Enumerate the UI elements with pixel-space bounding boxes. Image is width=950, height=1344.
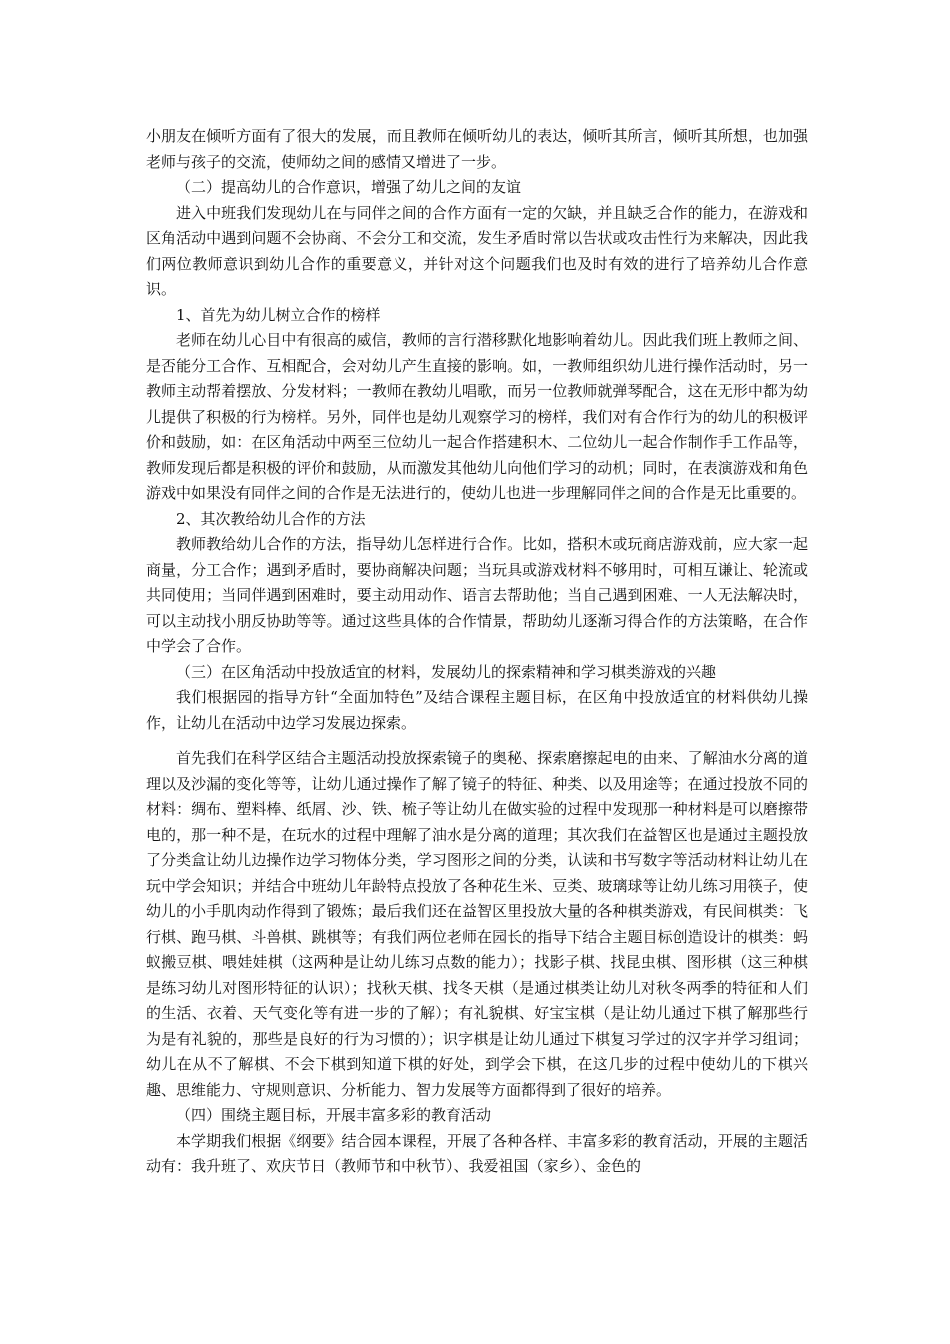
- section-heading: （二）提高幼儿的合作意识，增强了幼儿之间的友谊: [176, 178, 522, 196]
- paragraph-gap: [146, 736, 808, 746]
- body-paragraph: 我们根据园的指导方针“全面加特色”及结合课程主题目标，在区角中投放适宜的材料供幼儿操作，让幼儿在活动中边学习发展边探索。: [146, 688, 808, 732]
- section-heading: 1、首先为幼儿树立合作的榜样: [176, 305, 381, 324]
- body-paragraph: 本学期我们根据《纲要》结合园本课程，开展了各种各样、丰富多彩的教育活动，开展的主题活动有：我升班了、欢庆节日（教师节和中秋节）、我爱祖国（家乡）、金色的: [146, 1131, 808, 1175]
- body-paragraph: 小朋友在倾听方面有了很大的发展，而且教师在倾听幼儿的表达，倾听其所言，倾听其所想，也加强老师与孩子的交流，使师幼之间的感情又增进了一步。: [146, 127, 808, 171]
- body-paragraph: 首先我们在科学区结合主题活动投放探索镜子的奥秘、探索磨擦起电的由来、了解油水分离的道理以及沙漏的变化等等，让幼儿通过操作了解了镜子的特征、种类、以及用途等；在通过投放不同的材料：绸布、塑料棒、纸屑、沙、铁、梳子等让幼儿在做实验的过程中发现那一种材料是可以磨擦带电的，那一种不是，在玩水的过程中理解了油水是分离的道理；其次我们在益智区也是通过主题投放了分类盒让幼儿边操作边学习物体分类，学习图形之间的分类，认读和书写数字等活动材料让幼儿在玩中学会知识；并结合中班幼儿年龄特点投放了各种花生米、豆类、玻璃球等让幼儿练习用筷子，使幼儿的小手肌肉动作得到了锻炼；最后我们还在益智区里投放大量的各种棋类游戏，有民间棋类：飞行棋、跑马棋、斗兽棋、跳棋等；有我们两位老师在园长的指导下结合主题目标创造设计的棋类：蚂蚁搬豆棋、喂娃娃棋（这两种是让幼儿练习点数的能力）；找影子棋、找昆虫棋、图形棋（这三种棋是练习幼儿对图形特征的认识）；找秋天棋、找冬天棋（是通过棋类让幼儿对秋冬两季的特征和人们的生活、衣着、天气变化等有进一步的了解）；有礼貌棋、好宝宝棋（是让幼儿通过下棋了解那些行为是有礼貌的，那些是良好的行为习惯的）；识字棋是让幼儿通过下棋复习学过的汉字并学习组词；幼儿在从不了解棋、不会下棋到知道下棋的好处，到学会下棋，在这几步的过程中使幼儿的下棋兴趣、思维能力、守规则意识、分析能力、智力发展等方面都得到了很好的培养。: [146, 749, 808, 1099]
- body-paragraph: 进入中班我们发现幼儿在与同伴之间的合作方面有一定的欠缺，并且缺乏合作的能力，在游戏和区角活动中遇到问题不会协商、不会分工和交流，发生矛盾时常以告状或攻击性行为来解决，因此我们两位教师意识到幼儿合作的重要意义，并针对这个问题我们也及时有效的进行了培养幼儿合作意识。: [146, 203, 808, 298]
- body-paragraph: 教师教给幼儿合作的方法，指导幼儿怎样进行合作。比如，搭积木或玩商店游戏前，应大家一起商量，分工合作；遇到矛盾时，要协商解决问题；当玩具或游戏材料不够用时，可相互谦让、轮流或共同使用；当同伴遇到困难时，要主动用动作、语言去帮助他；当自己遇到困难、一人无法解决时，可以主动找小朋反协助等等。通过这些具体的合作情景，帮助幼儿逐渐习得合作的方法策略，在合作中学会了合作。: [146, 535, 808, 655]
- body-paragraph: 老师在幼儿心目中有很高的威信，教师的言行潜移默化地影响着幼儿。因此我们班上教师之间、是否能分工合作、互相配合，会对幼儿产生直接的影响。如，一教师组织幼儿进行操作活动时，另一教师主动帮着摆放、分发材料；一教师在教幼儿唱歌，而另一位教师就弹琴配合，这在无形中都为幼儿提供了积极的行为榜样。另外，同伴也是幼儿观察学习的榜样，我们对有合作行为的幼儿的积极评价和鼓励，如：在区角活动中两至三位幼儿一起合作搭建积木、二位幼儿一起合作制作手工作品等，教师发现后都是积极的评价和鼓励，从而激发其他幼儿向他们学习的动机；同时，在表演游戏和角色游戏中如果没有同伴之间的合作是无法进行的，使幼儿也进一步理解同伴之间的合作是无比重要的。: [146, 331, 808, 502]
- section-heading: （三）在区角活动中投放适宜的材料，发展幼儿的探索精神和学习棋类游戏的兴趣: [176, 662, 717, 681]
- section-heading: （四）围绕主题目标，开展丰富多彩的教育活动: [176, 1106, 492, 1124]
- section-heading: 2、其次教给幼儿合作的方法: [176, 509, 366, 528]
- document-body: [146, 124, 808, 1180]
